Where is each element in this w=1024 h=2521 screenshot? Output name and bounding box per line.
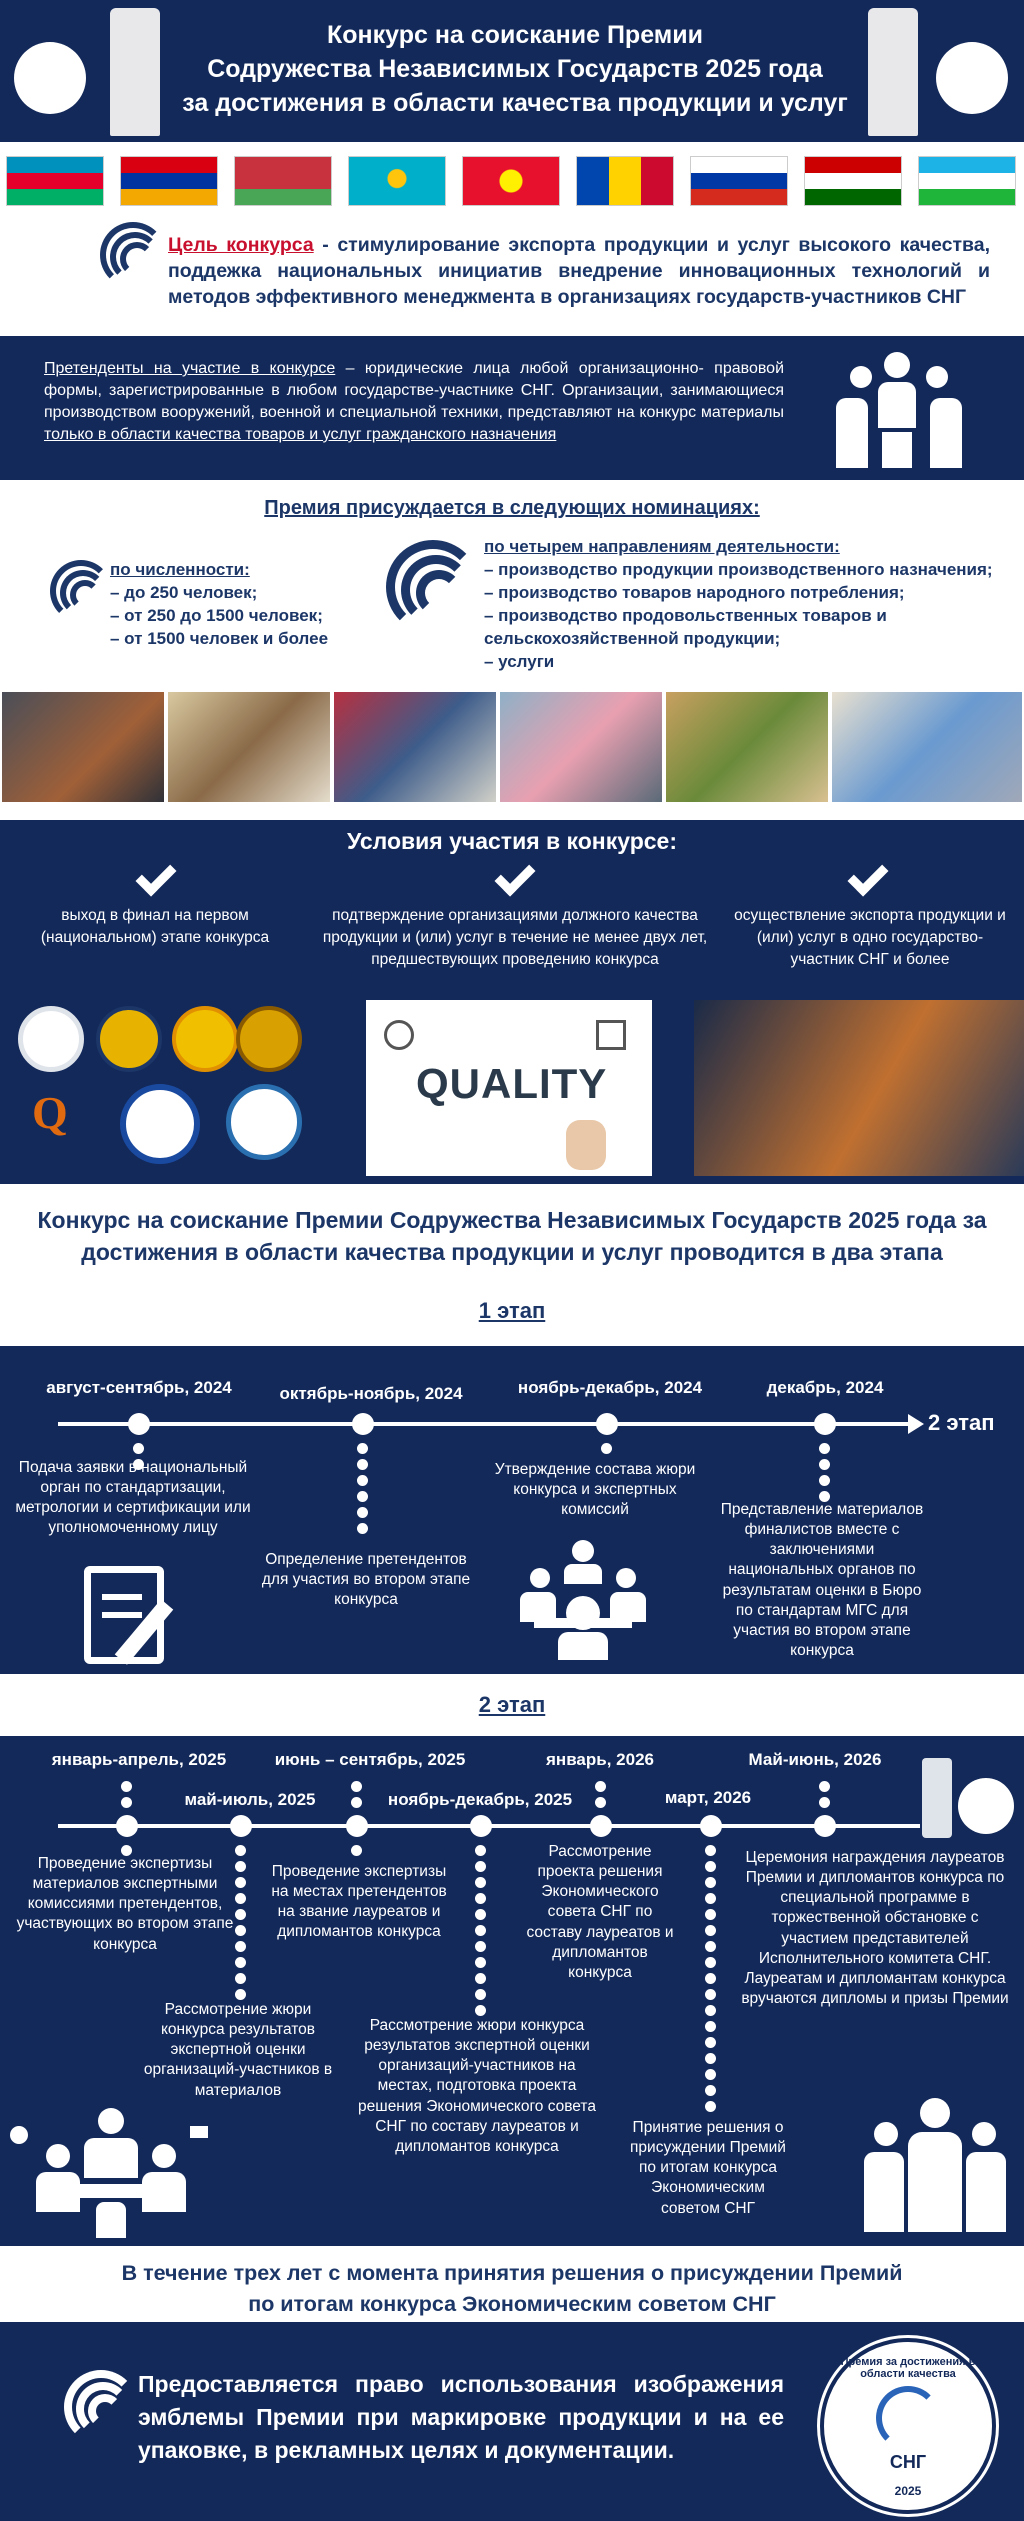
applicants-text — [44, 358, 784, 446]
emblem-logo-4 — [236, 1006, 302, 1072]
cis-emblem-right — [936, 42, 1008, 114]
flag-kyrgyzstan — [462, 156, 560, 206]
stages-intro: Конкурс на соискание Премии Содружества Независимых Государств 2025 года за достижения в области качества продукции и услуг проводится в два этапа — [37, 1207, 987, 1265]
timeline-node — [230, 1815, 252, 1837]
stage1-date: август-сентябрь, 2024 — [46, 1378, 232, 1397]
three-years-text: В течение трех лет с момента принятия решения о присуждении Премий по итогам конкурса Экономическим советом СНГ — [121, 2261, 903, 2316]
cis-logo-direction — [386, 540, 480, 670]
stage1-step-text: Утверждение состава жюри конкурса и экспертных комиссий — [494, 1461, 696, 1519]
stage2-step-text: Церемония награждения лауреатов Премии и дипломантов конкурса по специальной программе в торжественной обстановке с участием представителей Исполнительного комитета СНГ. Лауреатам и дипломантам конкурса вручаются дипломы и призы Премии — [741, 1849, 1009, 2007]
photo-textile-worker — [334, 692, 496, 802]
stage2-step-text: Проведение экспертизы на местах претендентов на звание лауреатов и дипломантов конкурса — [271, 1863, 447, 1941]
condition-item: подтверждение организациями должного качества продукции и (или) услуг в течение не менее двух лет, предшествующих проведению конкурса — [322, 907, 708, 968]
nominations-heading: Премия присуждается в следующих номинациях: — [264, 497, 760, 519]
photo-logistics — [832, 692, 1022, 802]
goal-text — [168, 232, 990, 310]
by-direction-item: – услуги — [484, 652, 555, 671]
by-size-label: по численности: — [110, 560, 250, 579]
photo-factory-robots — [2, 692, 164, 802]
flag-azerbaijan — [6, 156, 104, 206]
stage2-step-text: Принятие решения о присуждении Премий по итогам конкурса Экономическим советом СНГ — [630, 2119, 786, 2217]
stage1-date: декабрь, 2024 — [766, 1378, 884, 1397]
stage2-step-text: Проведение экспертизы материалов экспертными комиссиями претендентов, участвующих во втором этапе конкурса — [16, 1855, 234, 1953]
condition-item: выход в финал на первом (национальном) этапе конкурса — [40, 907, 270, 946]
emblem-logo-3 — [172, 1006, 238, 1072]
stage2-step-text: Рассмотрение жюри конкурса результатов экспертной оценки организаций-участников на местах, подготовка проекта решения Экономического совета СНГ по составу лауреатов и дипломантов конкурса — [358, 2017, 596, 2155]
cis-logo-goal — [100, 222, 166, 308]
quality-word: QUALITY — [416, 1060, 608, 1107]
photo-agriculture — [666, 692, 828, 802]
page-title — [170, 18, 860, 120]
flag-russia — [690, 156, 788, 206]
stage2-step-text: Рассмотрение проекта решения Экономического совета СНГ по составу лауреатов и дипломантов конкурса — [526, 1843, 674, 1981]
stage1-step-text: Определение претендентов для участия во втором этапе конкурса — [261, 1551, 471, 1609]
people-group-icon — [830, 352, 968, 470]
award-statuette-right — [868, 8, 918, 136]
emblem-logo-1 — [18, 1006, 84, 1072]
timeline-node — [590, 1815, 612, 1837]
flag-kazakhstan — [348, 156, 446, 206]
by-size-block — [110, 558, 328, 650]
by-direction-label: по четырем направлениям деятельности: — [484, 537, 840, 556]
condition-item: осуществление экспорта продукции и (или) услуг в одно государство-участник СНГ и более — [734, 907, 1006, 968]
by-direction-item: – производство продовольственных товаров и — [484, 606, 887, 625]
award-seal — [820, 2338, 996, 2514]
stage2-date: январь, 2026 — [546, 1750, 654, 1769]
timeline-node — [470, 1815, 492, 1837]
stage2-date: май-июль, 2025 — [184, 1790, 316, 1809]
emblem-logo-7 — [226, 1084, 302, 1160]
applicants-body: – юридические лица любой организационно- правовой формы, зарегистрированные в любом государстве-участнике СНГ. Организации, занимающиеся производством вооружений, военной и специальной техники, представляют на конкурс материалы — [44, 360, 784, 421]
export-image — [694, 1000, 1024, 1176]
flag-uzbekistan — [918, 156, 1016, 206]
award-ceremony-icon — [860, 2098, 1010, 2238]
business-meeting-icon — [6, 2104, 216, 2238]
stage1-next-label: 2 этап — [928, 1410, 995, 1435]
seal-center-text: СНГ — [889, 2452, 927, 2472]
cis-logo-footer — [64, 2370, 138, 2474]
seal-ring-text: Премия за достижения в области качества — [840, 2356, 976, 2380]
emblem-logo-2 — [96, 1006, 162, 1072]
flag-tajikistan — [804, 156, 902, 206]
applicants-tail: только в области качества товаров и услуг гражданского назначения — [44, 426, 557, 443]
stage2-heading: 2 этап — [478, 1692, 546, 1717]
by-direction-item: – производство товаров народного потребления; — [484, 583, 905, 602]
photo-packaging-line — [500, 692, 662, 802]
stage1-heading: 1 этап — [478, 1298, 546, 1323]
applicants-label: Претенденты на участие в конкурсе — [44, 360, 336, 377]
goal-body: - стимулирование экспорта продукции и услуг высокого качества, поддежка национальных инициатив внедрение инновационных технологий и методов эффективного менеджмента в организациях государств-участников СНГ — [168, 234, 990, 308]
flag-belarus — [234, 156, 332, 206]
footer-text: Предоставляется право использования изображения эмблемы Премии при маркировке продукции и на ее упаковке, в рекламных целях и документации. — [138, 2371, 784, 2463]
by-size-item: – до 250 человек; — [110, 583, 258, 602]
stage2-date: июнь – сентябрь, 2025 — [274, 1750, 466, 1769]
by-direction-item: – производство продукции производственного назначения; — [484, 560, 993, 579]
seal-year: 2025 — [894, 2484, 922, 2498]
timeline-node — [814, 1413, 836, 1435]
cis-logo-size — [50, 560, 112, 646]
timeline-node — [700, 1815, 722, 1837]
stage2-date: Май-июнь, 2026 — [748, 1750, 882, 1769]
stage1-date: октябрь-ноябрь, 2024 — [279, 1384, 463, 1403]
timeline-node — [346, 1815, 368, 1837]
photo-food-production — [168, 692, 330, 802]
cis-emblem-left — [14, 42, 86, 114]
stage2-step-text: Рассмотрение жюри конкурса результатов экспертной оценки организаций-участников в материалов — [143, 2001, 333, 2099]
by-direction-item: сельскохозяйственной продукции; — [484, 629, 781, 648]
emblem-logo-6 — [120, 1084, 200, 1164]
award-statuette-left — [110, 8, 160, 136]
seal-emblem — [876, 2386, 940, 2450]
cis-emblem-small — [958, 1778, 1014, 1834]
timeline-node — [352, 1413, 374, 1435]
timeline-node — [128, 1413, 150, 1435]
title-line-2: Содружества Независимых Государств 2025 года — [207, 55, 823, 83]
by-size-item: – от 250 до 1500 человек; — [110, 606, 323, 625]
by-size-item: – от 1500 человек и более — [110, 629, 329, 648]
stage2-date: январь-апрель, 2025 — [51, 1750, 227, 1769]
flag-armenia — [120, 156, 218, 206]
title-line-3: за достижения в области качества продукции и услуг — [182, 89, 848, 117]
jury-meeting-icon — [514, 1536, 652, 1660]
stage1-timeline-line — [58, 1422, 916, 1426]
stage1-date: ноябрь-декабрь, 2024 — [517, 1378, 703, 1397]
stage2-date: ноябрь-декабрь, 2025 — [387, 1790, 573, 1809]
stage1-step-text: Подача заявки в национальный орган по стандартизации, метрологии и сертификации или уполномоченному лицу — [15, 1459, 251, 1537]
timeline-node — [116, 1815, 138, 1837]
notepad-pencil-icon — [84, 1556, 190, 1666]
stage1-arrow-icon — [908, 1414, 924, 1434]
timeline-node — [596, 1413, 618, 1435]
by-direction-block — [484, 535, 993, 673]
title-line-1: Конкурс на соискание Премии — [326, 21, 703, 49]
conditions-heading: Условия участия в конкурсе: — [346, 828, 677, 854]
goal-label: Цель конкурса — [168, 234, 314, 256]
emblem-logo-5: Q — [32, 1087, 68, 1138]
flag-moldova — [576, 156, 674, 206]
quality-image — [366, 1000, 652, 1176]
stage2-date: март, 2026 — [664, 1788, 752, 1807]
cis-award-small — [922, 1758, 952, 1838]
stage1-step-text: Представление материалов финалистов вместе с заключениями национальных органов по результатам оценки в Бюро по стандартам МГС для участия во втором этапе конкурса — [720, 1501, 924, 1659]
timeline-node — [814, 1815, 836, 1837]
